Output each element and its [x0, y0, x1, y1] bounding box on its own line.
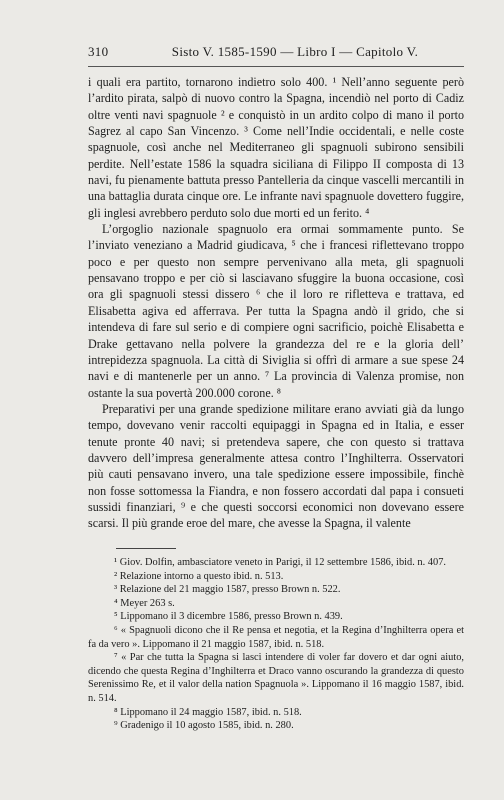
paragraph: L’orgoglio nazionale spagnuolo era ormai sommamente punto. Se l’inviato veneziano a Madrid giudicava, ⁵ che i francesi riflettevano troppo poco e per questo non sempre pervenivano alla meta, gli spagnuoli pensavano troppo e per ciò si lasciavano sfuggire la buona occasione, così ora gli spagnuoli stessi dissero ⁶ che il loro re rifletteva e trattava, ed Elisabetta agiva ed afferrava. Per tutta la Spagna andò il grido, che si intendeva di fare sul serio e di compiere ogni sacrificio, poichè Elisabetta e Drake gettavano nella polvere la grandezza del re e la gloria dell’ intrepidezza spagnuola. La città di Siviglia si offrì di armare a sue spese 24 navi e di mantenerle per un anno. ⁷ La provincia di Valenza promise, non ostante la sua povertà 200.000 corone. ⁸: [88, 222, 464, 400]
footnote: ⁷ « Par che tutta la Spagna si lasci intendere di voler far dovero et dar ogni aiuto, dicendo che questa Regina d’Inghilterra et Draco vanno oscurando la grandezza di questo Serenissimo Re, et il valor della nation Spagnuola ». Lippomano il 16 maggio 1587, ibid. n. 514.: [88, 652, 464, 704]
paragraph: i quali era partito, tornarono indietro solo 400. ¹ Nell’anno seguente però l’ardito pirata, salpò di nuovo contro la Spagna, incendiò nel porto di Cadiz oltre venti navi spagnuole ² e conquistò in un ardito colpo di mano il porto Sagrez al capo San Vincenzo. ³ Come nell’Indie occidentali, e nelle coste spagnuole, così anche nel Mediterraneo gli spagnuoli subirono sensibili perdite. Nell’estate 1586 la squadra siciliana di Filippo II composta di 13 navi, fu pienamente battuta presso Pantelleria da cinque vascelli mercantili in una battaglia durata cinque ore. Le infrante navi spagnuole dovettero fuggire, gli inglesi avrebbero perduto solo due morti ed un ferito. ⁴: [88, 75, 464, 220]
footnote-separator: [116, 548, 176, 549]
footnote: ⁵ Lippomano il 3 dicembre 1586, presso Brown n. 439.: [114, 611, 343, 623]
running-title: Sisto V. 1585-1590 — Libro I — Capitolo V.: [171, 44, 419, 59]
footnote: ⁴ Meyer 263 s.: [114, 597, 175, 609]
footnote: ² Relazione intorno a questo ibid. n. 513.: [114, 570, 284, 582]
page-header: [88, 44, 462, 62]
footnotes: [88, 556, 464, 733]
footnote: ³ Relazione del 21 maggio 1587, presso Brown n. 522.: [114, 584, 341, 596]
header-rule: [88, 66, 464, 67]
main-text: [88, 74, 464, 532]
paragraph: Preparativi per una grande spedizione militare erano avviati già da lungo tempo, dovevano venir raccolti equipaggi in Spagna ed in Italia, e esser tenute pronte 40 navi; si pretendeva sapere, che con questo si trattava davvero dell’impresa generalmente attesa contro l’Inghilterra. Osservatori più cauti pensavano invero, una tale spedizione essere impossibile, finchè non fosse sottomessa la Fiandra, e non fossero accordati dal papa i consueti sussidi finanziari, ⁹ e che questi soccorsi economici non dovevano essere scarsi. Il più grande eroe del mare, che avesse la Spagna, il valente: [88, 401, 464, 531]
footnote: ⁹ Gradenigo il 10 agosto 1585, ibid. n. 280.: [114, 720, 294, 732]
page-number: 310: [88, 44, 109, 59]
footnote: ⁸ Lippomano il 24 maggio 1587, ibid. n. 518.: [114, 706, 302, 718]
footnote: ⁶ « Spagnuoli dicono che il Re pensa et negotia, et la Regina d’Inghilterra opera et fa da vero ». Lippomano il 21 maggio 1587, ibid. n. 518.: [88, 624, 464, 650]
footnote: ¹ Giov. Dolfin, ambasciatore veneto in Parigi, il 12 settembre 1586, ibid. n. 407.: [114, 557, 446, 568]
